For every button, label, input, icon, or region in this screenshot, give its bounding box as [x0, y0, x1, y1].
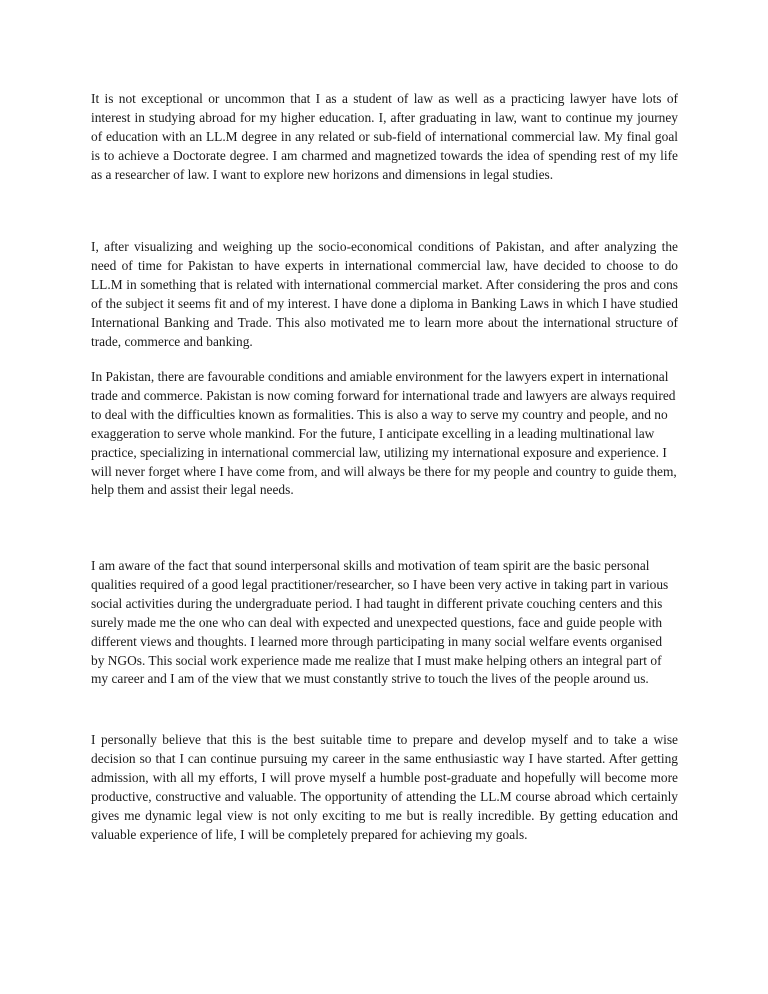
- paragraph-4: I am aware of the fact that sound interpersonal skills and motivation of team spirit are the basic personal qualities required of a good legal practitioner/researcher, so I have been very active in taking part in various social activities during the undergraduate period. I had taught in different private couching centers and this surely made me the one who can deal with expected and unexpected questions, face and guide people with different views and thoughts. I learned more through participating in many social welfare events organised by NGOs. This social work experience made me realize that I must make helping others an integral part of my career and I am of the view that we must constantly strive to touch the lives of the people around us.: [91, 558, 669, 687]
- paragraph-1: It is not exceptional or uncommon that I as a student of law as well as a practicing lawyer have lots of interest in studying abroad for my higher education. I, after graduating in law, want to continue my journey of education with an LL.M degree in any related or sub-field of international commercial law. My final goal is to achieve a Doctorate degree. I am charmed and magnetized towards the idea of spending rest of my life as a researcher of law. I want to explore new horizons and dimensions in legal studies.: [91, 91, 678, 182]
- paragraph-3: In Pakistan, there are favourable conditions and amiable environment for the lawyers expert in international trade and commerce. Pakistan is now coming forward for international trade and lawyers are always required to deal with the difficulties known as formalities. This is also a way to serve my country and people, and no exaggeration to serve whole mankind. For the future, I anticipate excelling in a leading multinational law practice, specializing in international commercial law, utilizing my international exposure and experience. I will never forget where I have come from, and will always be there for my people and country to guide them, help them and assist their legal needs.: [91, 369, 677, 498]
- paragraph-5: I personally believe that this is the best suitable time to prepare and develop myself and to take a wise decision so that I can continue pursuing my career in the same enthusiastic way I have started. After getting admission, with all my efforts, I will prove myself a humble post-graduate and hopefully will become more productive, constructive and valuable. The opportunity of attending the LL.M course abroad which certainly gives me dynamic legal view is not only exciting to me but is really incredible. By getting education and valuable experience of life, I will be completely prepared for achieving my goals.: [91, 732, 678, 842]
- paragraph-2: I, after visualizing and weighing up the socio-economical conditions of Pakistan, and after analyzing the need of time for Pakistan to have experts in international commercial law, have decided to choose to do LL.M in something that is related with international commercial market. After considering the pros and cons of the subject it seems fit and of my interest. I have done a diploma in Banking Laws in which I have studied International Banking and Trade. This also motivated me to learn more about the international structure of trade, commerce and banking.: [91, 239, 678, 349]
